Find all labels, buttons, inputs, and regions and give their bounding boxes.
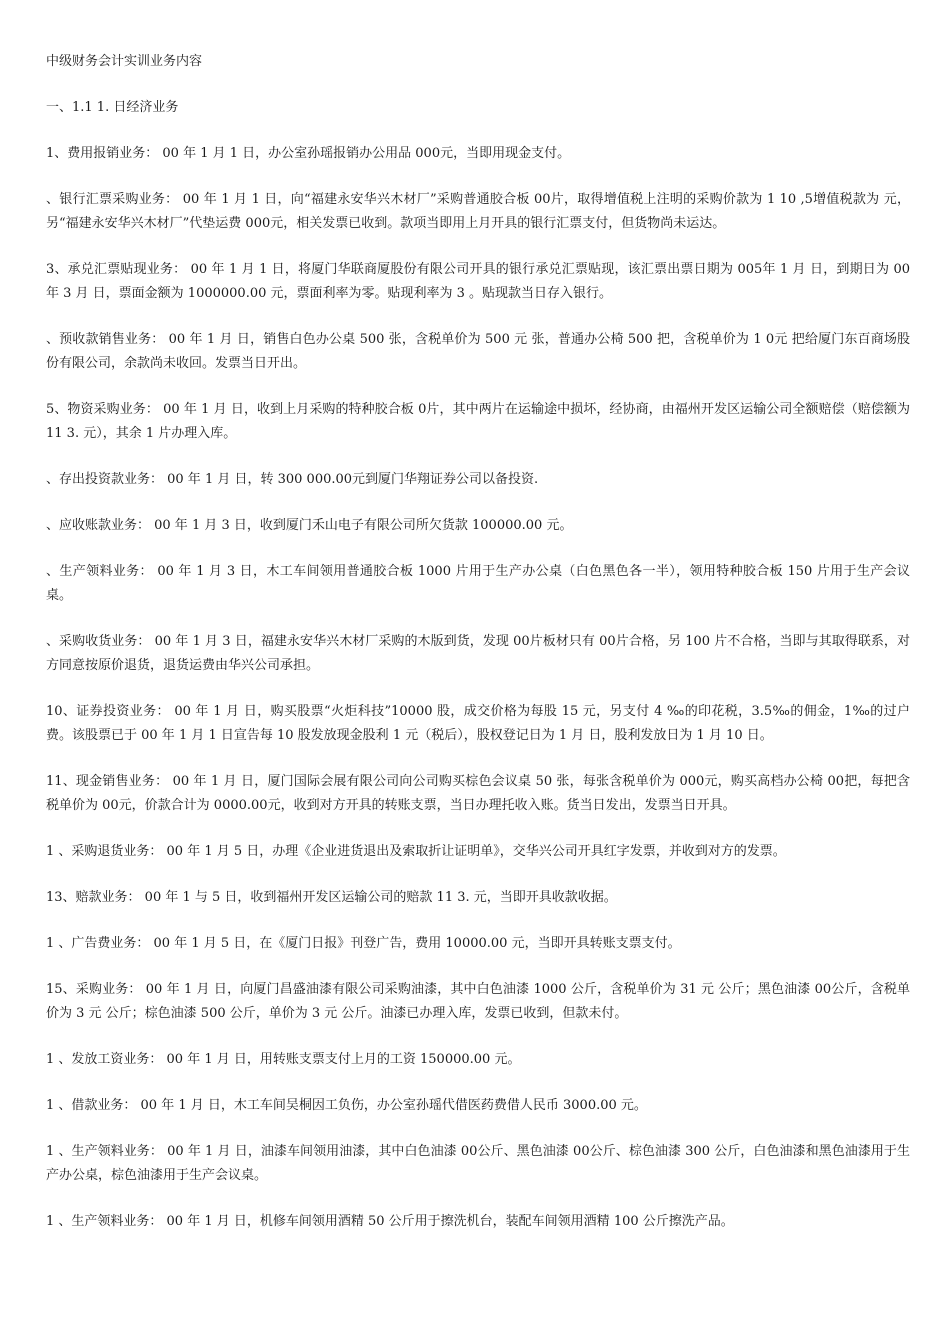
item-5: 5、物资采购业务： 00 年 1 月 日，收到上月采购的特种胶合板 0片，其中两片在运输途中损坏，经协商，由福州开发区运输公司全额赔偿（赔偿额为 11 3. 元），其余 1 片办理入库。 <box>46 402 910 441</box>
item-19: 1 、生产领料业务： 00 年 1 月 日，机修车间领用酒精 50 公斤用于擦洗机台，装配车间领用酒精 100 公斤擦洗产品。 <box>46 1214 734 1229</box>
item-12: 1 、采购退货业务： 00 年 1 月 5 日，办理《企业进货退出及索取折让证明单》，交华兴公司开具红字发票，并收到对方的发票。 <box>46 844 786 859</box>
section-heading: 一、1.1 1. 日经济业务 <box>46 100 179 115</box>
item-3: 3、承兑汇票贴现业务： 00 年 1 月 1 日，将厦门华联商厦股份有限公司开具的银行承兑汇票贴现，该汇票出票日期为 005年 1 月 日，到期日为 00 年 3 月 日，票面金额为 1000000.00 元，票面利率为零。贴现利率为 3 。贴现款当日存入银行。 <box>46 262 910 301</box>
item-17: 1 、借款业务： 00 年 1 月 日，木工车间吴桐因工负伤，办公室孙瑶代借医药费借人民币 3000.00 元。 <box>46 1098 647 1113</box>
item-2: 、银行汇票采购业务： 00 年 1 月 1 日，向“福建永安华兴木材厂”采购普通胶合板 00片，取得增值税上注明的采购价款为 1 10 ,5增值税款为 元，另“福建永安华兴木材厂”代垫运费 000元，相关发票已收到。款项当即用上月开具的银行汇票支付，但货物尚未运达。 <box>46 192 910 231</box>
item-16: 1 、发放工资业务： 00 年 1 月 日，用转账支票支付上月的工资 150000.00 元。 <box>46 1052 521 1067</box>
item-14: 1 、广告费业务： 00 年 1 月 5 日，在《厦门日报》刊登广告，费用 10000.00 元，当即开具转账支票支付。 <box>46 936 681 951</box>
item-13: 13、赔款业务： 00 年 1 与 5 日，收到福州开发区运输公司的赔款 11 3. 元，当即开具收款收据。 <box>46 890 617 905</box>
item-15: 15、采购业务： 00 年 1 月 日，向厦门昌盛油漆有限公司采购油漆，其中白色油漆 1000 公斤，含税单价为 31 元 公斤；黑色油漆 00公斤，含税单价为 3 元 公斤；棕色油漆 500 公斤，单价为 3 元 公斤。油漆已办理入库，发票已收到，但款未付。 <box>46 982 910 1021</box>
document-title: 中级财务会计实训业务内容 <box>46 54 203 69</box>
item-10: 10、证券投资业务： 00 年 1 月 日，购买股票“火炬科技”10000 股，成交价格为每股 15 元，另支付 4 ‰的印花税，3.5‰的佣金，1‰的过户费。该股票已于 00 年 1 月 1 日宣告每 10 股发放现金股利 1 元（税后），股权登记日为 1 月 日，股利发放日为 1 月 10 日。 <box>46 704 910 743</box>
item-18: 1 、生产领料业务： 00 年 1 月 日，油漆车间领用油漆，其中白色油漆 00公斤、黑色油漆 00公斤、棕色油漆 300 公斤，白色油漆和黑色油漆用于生产办公桌，棕色油漆用于生产会议桌。 <box>46 1144 910 1183</box>
item-8: 、生产领料业务： 00 年 1 月 3 日，木工车间领用普通胶合板 1000 片用于生产办公桌（白色黑色各一半），领用特种胶合板 150 片用于生产会议桌。 <box>46 564 910 603</box>
item-9: 、采购收货业务： 00 年 1 月 3 日，福建永安华兴木材厂采购的木版到货，发现 00片板材只有 00片合格，另 100 片不合格，当即与其取得联系，对方同意按原价退货，退货运费由华兴公司承担。 <box>46 634 910 673</box>
item-1: 1、费用报销业务： 00 年 1 月 1 日，办公室孙瑶报销办公用品 000元，当即用现金支付。 <box>46 146 571 161</box>
item-7: 、应收账款业务： 00 年 1 月 3 日，收到厦门禾山电子有限公司所欠货款 100000.00 元。 <box>46 518 573 533</box>
item-6: 、存出投资款业务： 00 年 1 月 日，转 300 000.00元到厦门华翔证券公司以备投资. <box>46 472 539 487</box>
item-11: 11、现金销售业务： 00 年 1 月 日，厦门国际会展有限公司向公司购买棕色会议桌 50 张，每张含税单价为 000元，购买高档办公椅 00把，每把含税单价为 00元，价款合计为 0000.00元，收到对方开具的转账支票，当日办理托收入账。货当日发出，发票当日开具。 <box>46 774 910 813</box>
item-4: 、预收款销售业务： 00 年 1 月 日，销售白色办公桌 500 张，含税单价为 500 元 张，普通办公椅 500 把，含税单价为 1 0元 把给厦门东百商场股份有限公司，余款尚未收回。发票当日开出。 <box>46 332 910 371</box>
